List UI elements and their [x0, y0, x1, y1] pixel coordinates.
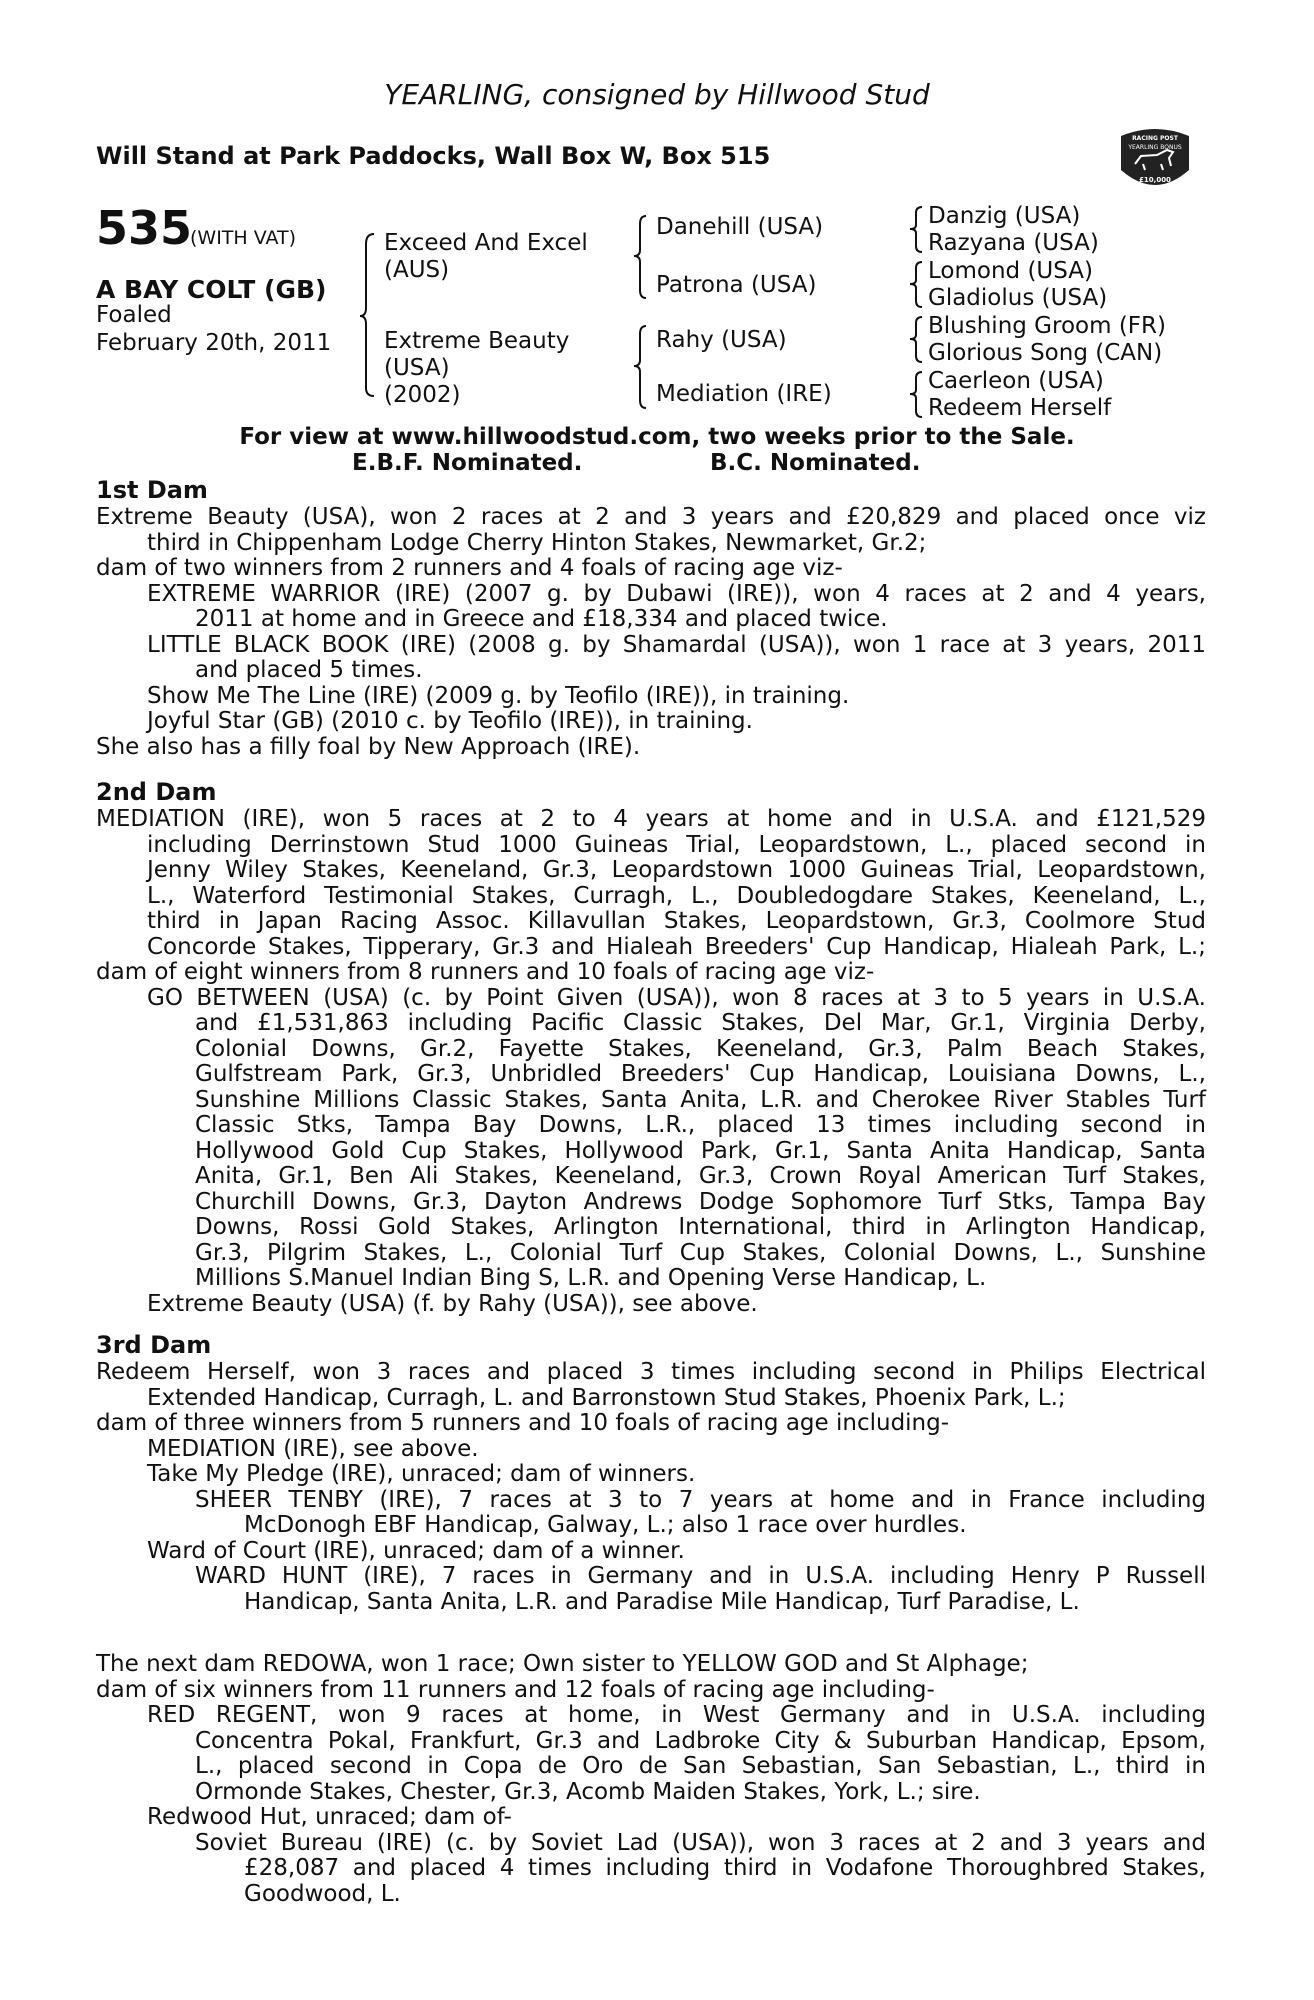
catalogue-line: Extreme Beauty (USA) (f. by Rahy (USA)), see above. — [147, 1290, 758, 1317]
catalogue-line: Show Me The Line (IRE) (2009 g. by Teofilo (IRE)), in training. — [147, 682, 850, 709]
catalogue-line: third in Japan Racing Assoc. Killavullan Stakes, Leopardstown, Gr.3, Coolmore Stud — [147, 908, 1206, 934]
catalogue-line: Anita, Gr.1, Ben Ali Stakes, Keeneland, Gr.3, Crown Royal American Turf Stakes, — [195, 1163, 1206, 1189]
pedigree-g3-4: Gladiolus (USA) — [928, 285, 1108, 311]
bc-nomination: B.C. Nominated. — [710, 450, 921, 476]
catalogue-line: MEDIATION (IRE), won 5 races at 2 to 4 years at home and in U.S.A. and £121,529 — [96, 806, 1206, 832]
catalogue-line: dam of eight winners from 8 runners and 10 foals of racing age viz- — [96, 959, 875, 985]
pedigree-g3-5: Blushing Groom (FR) — [928, 313, 1166, 339]
racing-post-badge-icon — [1117, 126, 1193, 194]
third-dam-section — [96, 1331, 1206, 1614]
catalogue-heading: YEARLING, consigned by Hillwood Stud — [384, 78, 930, 111]
pedigree-g3-8: Redeem Herself — [928, 395, 1112, 421]
pedigree-g3-3: Lomond (USA) — [928, 258, 1093, 284]
first-dam-section — [96, 476, 1206, 759]
catalogue-line: She also has a filly foal by New Approach (IRE). — [96, 733, 641, 760]
catalogue-line: Ward of Court (IRE), unraced; dam of a winner. — [147, 1537, 685, 1564]
catalogue-line: GO BETWEEN (USA) (c. by Point Given (USA)), won 8 races at 3 to 5 years in U.S.A. — [147, 984, 1206, 1011]
catalogue-line: Hollywood Gold Cup Stakes, Hollywood Park, Gr.1, Santa Anita Handicap, Santa — [195, 1137, 1206, 1164]
catalogue-line: Goodwood, L. — [244, 1880, 401, 1907]
catalogue-line: and placed 5 times. — [195, 657, 423, 683]
fourth-dam-section — [96, 1651, 1206, 1906]
third-dam-heading: 3rd Dam — [96, 1331, 212, 1359]
catalogue-line: WARD HUNT (IRE), 7 races in Germany and in U.S.A. including Henry P Russell — [195, 1563, 1206, 1589]
pedigree-brace-g3-2 — [908, 259, 926, 311]
viewing-note: For view at www.hillwoodstud.com, two weeks prior to the Sale. — [239, 424, 1075, 450]
catalogue-line: dam of three winners from 5 runners and 10 foals of racing age including- — [96, 1410, 950, 1436]
second-dam-heading: 2nd Dam — [96, 778, 217, 806]
pedigree-dam-dam: Mediation (IRE) — [656, 381, 832, 407]
catalogue-line: MEDIATION (IRE), see above. — [147, 1435, 479, 1462]
badge-line-2: YEARLING BONUS — [1128, 144, 1182, 151]
catalogue-line: LITTLE BLACK BOOK (IRE) (2008 g. by Shamardal (USA)), won 1 race at 3 years, 2011 — [147, 631, 1206, 658]
lot-number: 535 — [96, 201, 193, 255]
pedigree-g3-2: Razyana (USA) — [928, 230, 1099, 256]
foaled-date: February 20th, 2011 — [96, 330, 332, 356]
catalogue-line: Redwood Hut, unraced; dam of- — [147, 1804, 512, 1830]
vat-note: (WITH VAT) — [190, 227, 297, 249]
badge-line-3: £10,000 — [1139, 176, 1171, 184]
catalogue-line: Take My Pledge (IRE), unraced; dam of winners. — [147, 1461, 696, 1487]
catalogue-line: Extended Handicap, Curragh, L. and Barronstown Stud Stakes, Phoenix Park, L.; — [147, 1384, 1066, 1411]
catalogue-line: including Derrinstown Stud 1000 Guineas Trial, Leopardstown, L., placed second in — [147, 831, 1206, 858]
stand-location: Will Stand at Park Paddocks, Wall Box W, Box 515 — [96, 142, 771, 170]
catalogue-line: Joyful Star (GB) (2010 c. by Teofilo (IRE)), in training. — [147, 708, 753, 734]
catalogue-line: RED REGENT, won 9 races at home, in West Germany and in U.S.A. including — [147, 1702, 1206, 1728]
first-dam-heading: 1st Dam — [96, 476, 208, 504]
catalogue-line: L., placed second in Copa de Oro de San Sebastian, San Sebastian, L., third in — [195, 1753, 1206, 1779]
pedigree-g3-6: Glorious Song (CAN) — [928, 340, 1163, 366]
pedigree-brace-g3-1 — [908, 204, 926, 256]
third-dam-text — [96, 1359, 1206, 1614]
catalogue-line: Concentra Pokal, Frankfurt, Gr.3 and Ladbroke City & Suburban Handicap, Epsom, — [195, 1727, 1206, 1754]
catalogue-line: Gulfstream Park, Gr.3, Unbridled Breeders' Cup Handicap, Louisiana Downs, L., — [195, 1061, 1206, 1087]
catalogue-line: Soviet Bureau (IRE) (c. by Soviet Lad (USA)), won 3 races at 2 and 3 years and — [195, 1829, 1206, 1856]
second-dam-text — [96, 806, 1206, 1316]
catalogue-line: Millions S.Manuel Indian Bing S, L.R. and Opening Verse Handicap, L. — [195, 1265, 987, 1291]
catalogue-line: Gr.3, Pilgrim Stakes, L., Colonial Turf Cup Stakes, Colonial Downs, L., Sunshine — [195, 1239, 1206, 1266]
pedigree-sire: Exceed And Excel (AUS) — [384, 230, 588, 283]
pedigree-g3-7: Caerleon (USA) — [928, 368, 1104, 394]
pedigree-dam-sire: Rahy (USA) — [656, 327, 787, 353]
catalogue-line: Extreme Beauty (USA), won 2 races at 2 and 3 years and £20,829 and placed once viz — [96, 504, 1206, 530]
catalogue-line: Colonial Downs, Gr.2, Fayette Stakes, Keeneland, Gr.3, Palm Beach Stakes, — [195, 1035, 1206, 1062]
pedigree-brace-sire-dam — [358, 230, 378, 400]
pedigree-g3-1: Danzig (USA) — [928, 203, 1081, 229]
pedigree-brace-sire-line — [632, 212, 652, 302]
catalogue-line: dam of two winners from 2 runners and 4 foals of racing age viz- — [96, 555, 843, 581]
catalogue-line: Handicap, Santa Anita, L.R. and Paradise Mile Handicap, Turf Paradise, L. — [244, 1588, 1080, 1615]
first-dam-text — [96, 504, 1206, 759]
catalogue-line: Ormonde Stakes, Chester, Gr.3, Acomb Maiden Stakes, York, L.; sire. — [195, 1778, 981, 1805]
catalogue-line: Sunshine Millions Classic Stakes, Santa Anita, L.R. and Cherokee River Stables Turf — [195, 1086, 1206, 1113]
catalogue-line: SHEER TENBY (IRE), 7 races at 3 to 7 years at home and in France including — [195, 1486, 1206, 1513]
pedigree-dam: Extreme Beauty (USA) (2002) — [384, 328, 570, 408]
badge-line-1: RACING POST — [1132, 135, 1178, 142]
fourth-dam-text — [96, 1651, 1206, 1906]
catalogue-line: L., Waterford Testimonial Stakes, Curragh, L., Doubledogdare Stakes, Keeneland, L., — [147, 882, 1206, 909]
pedigree-sire-dam: Patrona (USA) — [656, 272, 817, 298]
catalogue-line: Downs, Rossi Gold Stakes, Arlington International, third in Arlington Handicap, — [195, 1214, 1206, 1240]
catalogue-line: £28,087 and placed 4 times including third in Vodafone Thoroughbred Stakes, — [244, 1855, 1206, 1881]
catalogue-line: Redeem Herself, won 3 races and placed 3 times including second in Philips Electrical — [96, 1359, 1206, 1385]
catalogue-line: EXTREME WARRIOR (IRE) (2007 g. by Dubawi (IRE)), won 4 races at 2 and 4 years, — [147, 580, 1206, 607]
catalogue-line: Concorde Stakes, Tipperary, Gr.3 and Hialeah Breeders' Cup Handicap, Hialeah Park, L.; — [147, 933, 1206, 960]
pedigree-brace-g3-3 — [908, 314, 926, 366]
catalogue-line: The next dam REDOWA, won 1 race; Own sister to YELLOW GOD and St Alphage; — [96, 1651, 1029, 1677]
catalogue-line: Classic Stks, Tampa Bay Downs, L.R., placed 13 times including second in — [195, 1112, 1206, 1138]
lot-name: A BAY COLT (GB) — [96, 275, 327, 304]
yearling-bonus-badge — [1117, 126, 1193, 194]
catalogue-line: 2011 at home and in Greece and £18,334 and placed twice. — [195, 606, 888, 632]
catalogue-line: third in Chippenham Lodge Cherry Hinton Stakes, Newmarket, Gr.2; — [147, 529, 927, 556]
foaled-label: Foaled — [96, 302, 172, 328]
pedigree-brace-g3-4 — [908, 369, 926, 421]
catalogue-line: McDonogh EBF Handicap, Galway, L.; also 1 race over hurdles. — [244, 1512, 967, 1538]
pedigree-brace-dam-line — [632, 322, 652, 412]
catalogue-line: Churchill Downs, Gr.3, Dayton Andrews Dodge Sophomore Turf Stks, Tampa Bay — [195, 1188, 1206, 1215]
second-dam-section — [96, 778, 1206, 1316]
pedigree-sire-sire: Danehill (USA) — [656, 214, 824, 240]
catalogue-line: Jenny Wiley Stakes, Keeneland, Gr.3, Leopardstown 1000 Guineas Trial, Leopardstown, — [147, 857, 1206, 883]
catalogue-line: dam of six winners from 11 runners and 12 foals of racing age including- — [96, 1676, 935, 1703]
ebf-nomination: E.B.F. Nominated. — [352, 450, 583, 476]
catalogue-line: and £1,531,863 including Pacific Classic Stakes, Del Mar, Gr.1, Virginia Derby, — [195, 1010, 1206, 1036]
